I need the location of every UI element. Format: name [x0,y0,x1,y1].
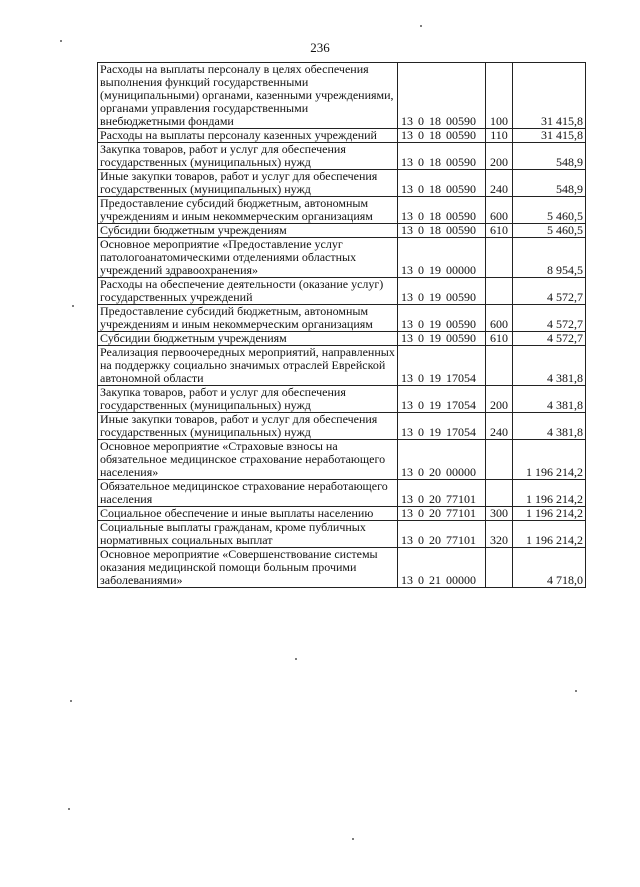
row-name: Обязательное медицинское страхование неработающего населения [98,480,398,507]
table-row [98,305,586,332]
row-name: Расходы на выплаты персоналу в целях обеспечения выполнения функций государственными (муниципальными) органами, казенными учреждениями, органами управления государственными внебюджетными фондами [98,63,398,129]
table-row [98,129,586,143]
row-csr: 13 0 19 17054 [398,346,486,386]
row-name: Закупка товаров, работ и услуг для обеспечения государственных (муниципальных) нужд [98,386,398,413]
row-amount: 4 718,0 [513,548,586,588]
table-row [98,224,586,238]
row-vr: 110 [486,129,513,143]
row-vr: 600 [486,305,513,332]
row-csr: 13 0 19 00590 [398,278,486,305]
row-amount: 4 381,8 [513,413,586,440]
row-csr: 13 0 18 00590 [398,224,486,238]
row-name: Субсидии бюджетным учреждениям [98,224,398,238]
row-amount: 548,9 [513,143,586,170]
table-row [98,548,586,588]
table-row [98,143,586,170]
row-name: Основное мероприятие «Предоставление услуг патологоанатомическими отделениями областных учреждений здравоохранения» [98,238,398,278]
row-amount: 31 415,8 [513,63,586,129]
row-name: Основное мероприятие «Совершенствование системы оказания медицинской помощи больным прочими заболеваниями» [98,548,398,588]
row-csr: 13 0 18 00590 [398,170,486,197]
row-vr [486,346,513,386]
table-row [98,440,586,480]
row-vr: 240 [486,413,513,440]
row-vr: 320 [486,521,513,548]
table-row [98,386,586,413]
row-name: Субсидии бюджетным учреждениям [98,332,398,346]
row-amount: 4 381,8 [513,346,586,386]
row-vr: 240 [486,170,513,197]
row-name: Расходы на обеспечение деятельности (оказание услуг) государственных учреждений [98,278,398,305]
row-amount: 1 196 214,2 [513,480,586,507]
table-row [98,507,586,521]
scan-speck [575,690,577,692]
row-vr: 200 [486,143,513,170]
row-name: Социальные выплаты гражданам, кроме публичных нормативных социальных выплат [98,521,398,548]
row-amount: 31 415,8 [513,129,586,143]
table-row [98,197,586,224]
row-csr: 13 0 18 00590 [398,129,486,143]
scan-speck [72,305,74,307]
row-csr: 13 0 18 00590 [398,197,486,224]
row-vr [486,548,513,588]
table-row [98,346,586,386]
table-row [98,480,586,507]
row-vr [486,278,513,305]
row-name: Иные закупки товаров, работ и услуг для обеспечения государственных (муниципальных) нужд [98,413,398,440]
row-amount: 1 196 214,2 [513,440,586,480]
scan-speck [352,838,354,840]
table-row [98,238,586,278]
row-vr: 610 [486,332,513,346]
scan-speck [68,808,70,810]
row-name: Расходы на выплаты персоналу казенных учреждений [98,129,398,143]
row-csr: 13 0 19 17054 [398,413,486,440]
scan-speck [295,658,297,660]
row-vr [486,440,513,480]
row-csr: 13 0 19 17054 [398,386,486,413]
row-name: Предоставление субсидий бюджетным, автономным учреждениям и иным некоммерческим организациям [98,197,398,224]
row-csr: 13 0 20 77101 [398,521,486,548]
row-name: Иные закупки товаров, работ и услуг для обеспечения государственных (муниципальных) нужд [98,170,398,197]
row-vr: 300 [486,507,513,521]
row-amount: 4 572,7 [513,332,586,346]
row-amount: 8 954,5 [513,238,586,278]
row-csr: 13 0 21 00000 [398,548,486,588]
row-name: Закупка товаров, работ и услуг для обеспечения государственных (муниципальных) нужд [98,143,398,170]
row-name: Основное мероприятие «Страховые взносы на обязательное медицинское страхование неработающего населения» [98,440,398,480]
row-amount: 4 572,7 [513,305,586,332]
row-csr: 13 0 19 00590 [398,332,486,346]
row-name: Социальное обеспечение и иные выплаты населению [98,507,398,521]
row-amount: 5 460,5 [513,197,586,224]
page-number: 236 [310,40,330,55]
row-vr: 600 [486,197,513,224]
scan-speck [70,700,72,702]
row-csr: 13 0 18 00590 [398,63,486,129]
row-csr: 13 0 20 77101 [398,480,486,507]
table-row [98,332,586,346]
table-row [98,521,586,548]
row-vr [486,238,513,278]
table-row [98,413,586,440]
row-name: Реализация первоочередных мероприятий, направленных на поддержку социально значимых отраслей Еврейской автономной области [98,346,398,386]
table-row [98,63,586,129]
row-csr: 13 0 20 00000 [398,440,486,480]
row-csr: 13 0 19 00000 [398,238,486,278]
row-vr [486,480,513,507]
row-vr: 610 [486,224,513,238]
row-amount: 4 381,8 [513,386,586,413]
budget-table [97,62,586,588]
scan-speck [60,40,62,42]
row-amount: 1 196 214,2 [513,521,586,548]
row-csr: 13 0 20 77101 [398,507,486,521]
row-name: Предоставление субсидий бюджетным, автономным учреждениям и иным некоммерческим организациям [98,305,398,332]
row-csr: 13 0 18 00590 [398,143,486,170]
row-amount: 1 196 214,2 [513,507,586,521]
table-row [98,170,586,197]
row-amount: 5 460,5 [513,224,586,238]
row-csr: 13 0 19 00590 [398,305,486,332]
scan-speck [420,25,422,27]
table-row [98,278,586,305]
row-amount: 548,9 [513,170,586,197]
row-vr: 200 [486,386,513,413]
row-amount: 4 572,7 [513,278,586,305]
row-vr: 100 [486,63,513,129]
